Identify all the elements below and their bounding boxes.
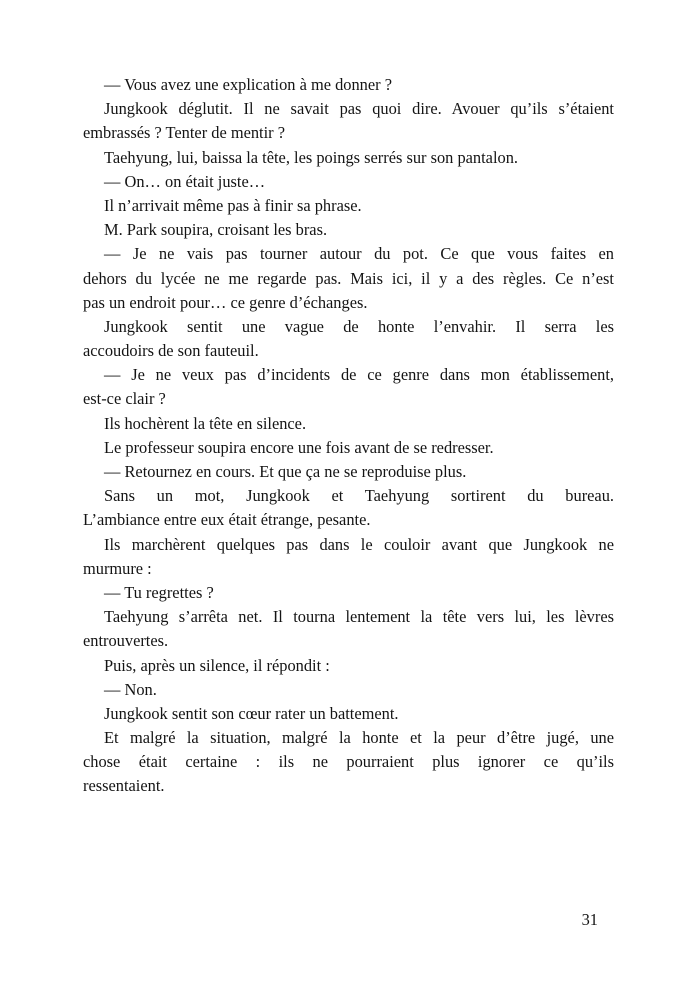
text-line: accoudoirs de son fauteuil.	[83, 341, 259, 361]
text-line: — Je ne veux pas d’incidents de ce genre dans mon établissement,	[104, 365, 614, 385]
paragraph	[83, 702, 614, 726]
text-line: — Retournez en cours. Et que ça ne se reproduise plus.	[104, 462, 467, 481]
text-line: Il n’arrivait même pas à finir sa phrase.	[104, 195, 362, 215]
text-line: L’ambiance entre eux était étrange, pesante.	[83, 510, 371, 530]
text-line: chose était certaine : ils ne pourraient plus ignorer ce qu’ils	[83, 752, 614, 772]
paragraph	[83, 73, 614, 97]
paragraph	[83, 678, 614, 702]
text-line: — Non.	[104, 679, 157, 699]
paragraph	[83, 146, 614, 170]
paragraph	[83, 726, 614, 799]
paragraph	[83, 97, 614, 145]
paragraph	[83, 581, 614, 605]
paragraph	[83, 218, 614, 242]
paragraph	[83, 194, 614, 218]
text-line: Puis, après un silence, il répondit :	[104, 655, 330, 675]
text-line: Le professeur soupira encore une fois avant de se redresser.	[104, 437, 494, 457]
text-line: pas un endroit pour… ce genre d’échanges.	[83, 292, 368, 312]
text-line: Ils hochèrent la tête en silence.	[104, 413, 307, 433]
body-text	[83, 73, 614, 799]
text-line: — Vous avez une explication à me donner ?	[104, 75, 392, 94]
paragraph	[83, 436, 614, 460]
text-line: Jungkook déglutit. Il ne savait pas quoi dire. Avouer qu’ils s’étaient	[104, 99, 614, 119]
text-line: ressentaient.	[83, 776, 165, 796]
text-line: Taehyung s’arrêta net. Il tourna lentement la tête vers lui, les lèvres	[104, 607, 614, 627]
paragraph	[83, 654, 614, 678]
text-line: entrouvertes.	[83, 631, 169, 651]
text-line: Taehyung, lui, baissa la tête, les poings serrés sur son pantalon.	[104, 147, 518, 167]
text-line: — Tu regrettes ?	[104, 582, 214, 602]
text-line: dehors du lycée ne me regarde pas. Mais ici, il y a des règles. Ce n’est	[83, 268, 614, 288]
paragraph	[83, 170, 614, 194]
paragraph	[83, 363, 614, 411]
paragraph	[83, 460, 614, 484]
text-line: Et malgré la situation, malgré la honte et la peur d’être jugé, une	[104, 728, 614, 748]
paragraph	[83, 315, 614, 363]
paragraph	[83, 605, 614, 653]
text-line: Jungkook sentit son cœur rater un battement.	[104, 703, 399, 723]
text-line: murmure :	[83, 558, 152, 578]
text-line: — On… on était juste…	[104, 171, 266, 191]
paragraph	[83, 484, 614, 532]
paragraph	[83, 242, 614, 315]
page-number: 31	[581, 910, 598, 929]
text-line: M. Park soupira, croisant les bras.	[104, 220, 328, 240]
text-line: Sans un mot, Jungkook et Taehyung sortirent du bureau.	[104, 486, 614, 506]
text-line: embrassés ? Tenter de mentir ?	[83, 123, 285, 143]
text-line: — Je ne vais pas tourner autour du pot. Ce que vous faites en	[104, 244, 614, 264]
text-line: Jungkook sentit une vague de honte l’envahir. Il serra les	[104, 316, 614, 336]
paragraph	[83, 533, 614, 581]
text-line: Ils marchèrent quelques pas dans le couloir avant que Jungkook ne	[104, 534, 614, 554]
text-line: est-ce clair ?	[83, 389, 166, 409]
paragraph	[83, 412, 614, 436]
